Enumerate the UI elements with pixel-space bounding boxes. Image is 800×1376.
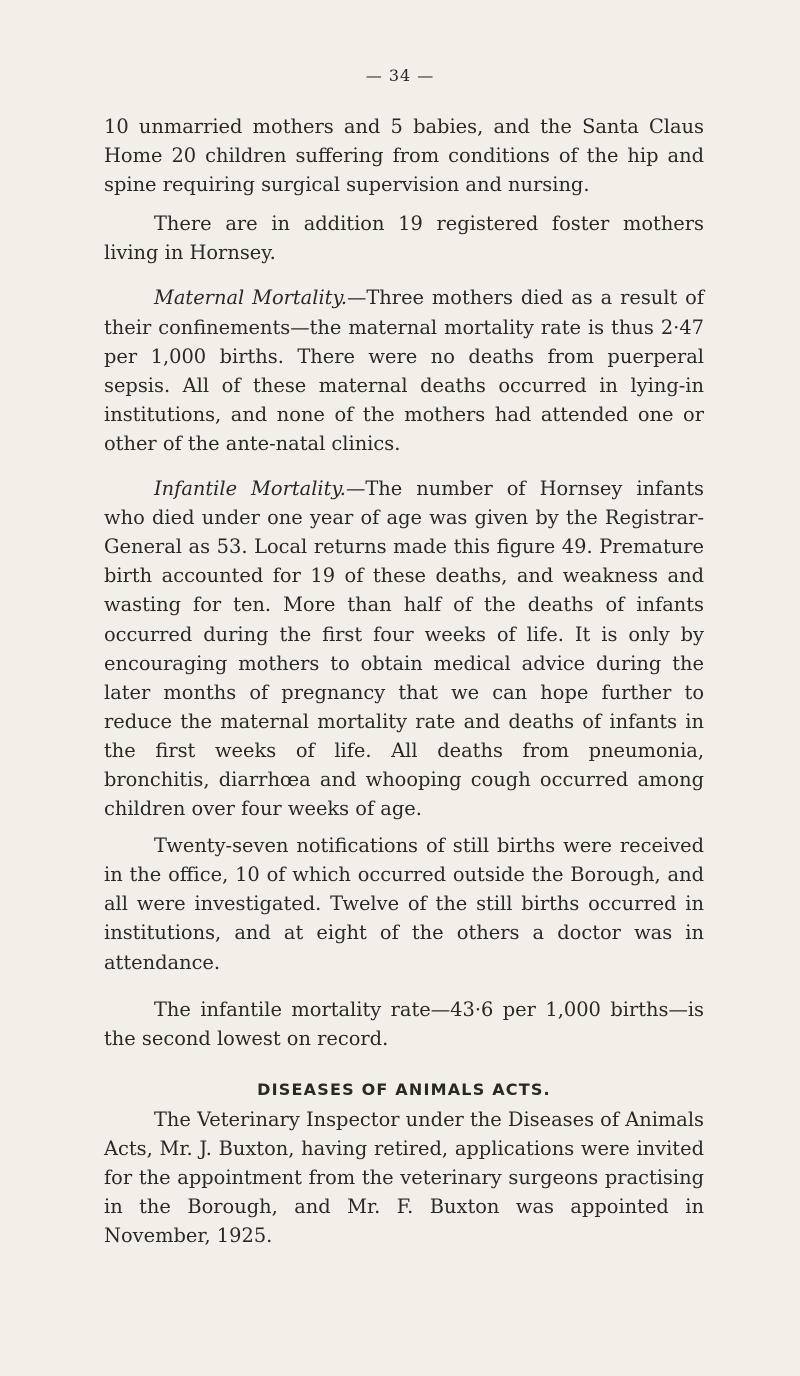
paragraph-still-births: Twenty-seven notifications of still births were received in the office, 10 of which occurred outside the Borough, and all were investigated. Twelve of the still births occurred in institutions, and at eight of the others a doctor was in attendance. [104, 834, 704, 974]
paragraph-veterinary-inspector: The Veterinary Inspector under the Diseases of Animals Acts, Mr. J. Buxton, having retired, applications were invited for the appointment from the veterinary surgeons practising in the Borough, and Mr. F. Buxton was appointed in November, 1925. [104, 1107, 704, 1248]
paragraph-infantile-mortality [104, 474, 704, 823]
paragraph-foster-mothers: There are in addition 19 registered foster mothers living in Hornsey. [104, 212, 704, 265]
page-number: — 34 — [365, 66, 435, 85]
maternal-mortality-text: —Three mothers died as a result of their confinements—the maternal mortality rate is thus 2·47 per 1,000 births. There were no deaths from puerperal sepsis. All of these maternal deaths occurred in lying-in institutions, and none of the mothers had attended one or other of the ante-natal clinics. [104, 286, 704, 455]
body-text [104, 112, 704, 1250]
paragraph-maternal-mortality [104, 283, 704, 458]
paragraph-infantile-rate: The infantile mortality rate—43·6 per 1,000 births—is the second lowest on record. [104, 997, 704, 1050]
infantile-mortality-heading: Infantile Mortality. [154, 477, 346, 501]
section-heading-diseases-of-animals: DISEASES OF ANIMALS ACTS. [257, 1079, 551, 1099]
infantile-mortality-text: —The number of Hornsey infants who died under one year of age was given by the Registrar-General as 53. Local returns made this figure 49. Premature birth accounted for 19 of these deaths, and weakness and wasting for ten. More than half of the deaths of infants occurred during the first four weeks of life. It is only by encouraging mothers to obtain medical advice during the later months of pregnancy that we can hope further to reduce the maternal mortality rate and deaths of infants in the first weeks of life. All deaths from pneumonia, bronchitis, diarrhœa and whooping cough occurred among children over four weeks of age. [104, 477, 704, 821]
paragraph-continuation: 10 unmarried mothers and 5 babies, and the Santa Claus Home 20 children suffering from conditions of the hip and spine requiring surgical supervision and nursing. [104, 115, 704, 197]
maternal-mortality-heading: Maternal Mortality. [154, 286, 347, 310]
